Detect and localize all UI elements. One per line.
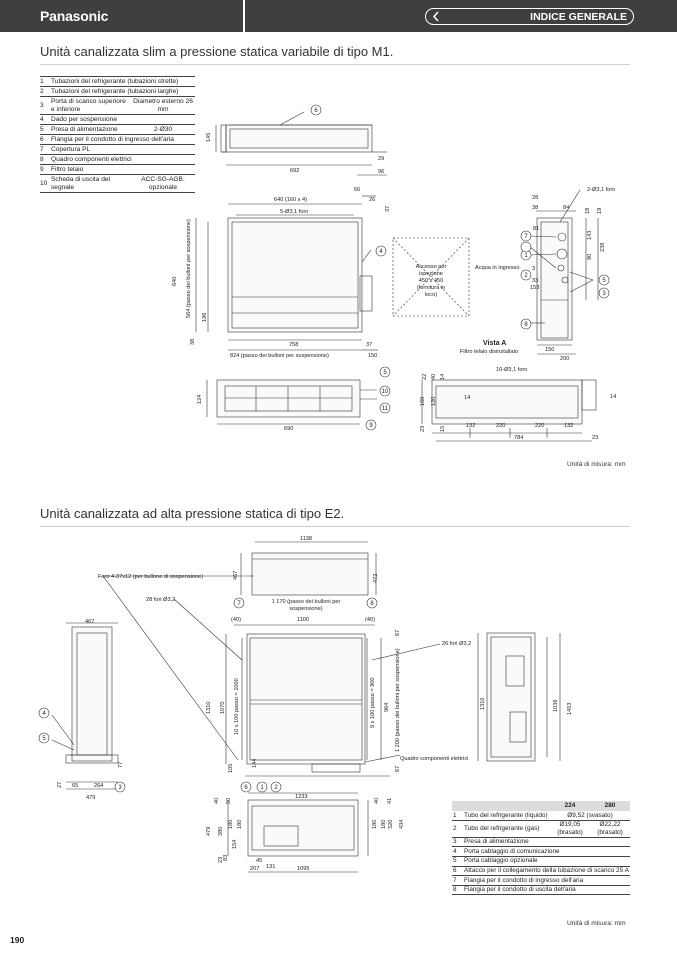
- dim-label: 180: [237, 819, 243, 829]
- svg-text:6: 6: [244, 785, 248, 791]
- dim-label: 45: [256, 858, 263, 864]
- dim-label: 27: [57, 781, 63, 788]
- legend-row: 4 Dado per sospensione: [40, 115, 195, 125]
- callout-8: [521, 319, 531, 329]
- dim-label: 40: [214, 797, 220, 804]
- legend-row: 8 Flangia per il condotto di uscita dell'aria: [452, 886, 630, 896]
- svg-text:5: 5: [42, 736, 46, 742]
- dim-label: 38: [190, 338, 196, 345]
- dim-label: 9 x 100 passo = 900: [370, 677, 376, 728]
- dim-label: 320: [388, 819, 394, 829]
- svg-text:1: 1: [524, 253, 528, 259]
- dim-label: 220: [535, 423, 545, 429]
- page-number: 190: [10, 935, 25, 945]
- dim-label: 564 (passo dei bulloni per sospensione): [186, 219, 192, 318]
- callout-10: [380, 386, 390, 396]
- dim-label: 1233: [295, 794, 308, 800]
- dim-label: 153: [530, 285, 540, 291]
- svg-text:5: 5: [602, 278, 606, 284]
- dim-label: 37: [385, 205, 391, 212]
- svg-text:7: 7: [237, 601, 241, 607]
- callout-5b: [380, 367, 390, 377]
- legend-row: 1 Tubo del refrigerante (liquido) Ø9,52 (svasato): [452, 811, 630, 821]
- callout-11: [380, 403, 390, 413]
- legend-row: 1 Tubazioni del refrigerante (tubazioni strette): [40, 76, 195, 87]
- dim-label: (40): [231, 617, 241, 623]
- access-label: Accesso per ispezione 450 x 450 (fornitura in loco): [415, 264, 447, 298]
- svg-text:8: 8: [370, 601, 374, 607]
- e2-front-view: [226, 625, 440, 776]
- dim-label: 132: [564, 423, 574, 429]
- legend-row: 3 Porta di scarico superiore e inferiore Diametro esterno 26 mm: [40, 97, 195, 115]
- dim-label: (40): [365, 617, 375, 623]
- dim-label: 14: [464, 395, 471, 401]
- dim-label: 81: [533, 226, 540, 232]
- dim-label: 67: [395, 629, 401, 636]
- dim-label: 105: [228, 763, 234, 773]
- legend-row: 3 Presa di alimentazione: [452, 838, 630, 848]
- dim-label: 150: [368, 353, 378, 359]
- dim-label: 120: [431, 396, 437, 406]
- callout-5: [599, 275, 609, 285]
- dim-label: 479: [86, 795, 96, 801]
- dim-label: 65: [72, 783, 79, 789]
- legend-row: 2 Tubo del refrigerante (gas) Ø19,05 (brasato) Ø22,22 (brasato): [452, 821, 630, 838]
- dim-label: 23: [218, 856, 224, 863]
- legend-row: 8 Quadro componenti elettrici: [40, 155, 195, 165]
- callout-3: [599, 288, 609, 298]
- dim-label: 150: [545, 347, 555, 353]
- holes-label: 26 fori Ø3,2: [442, 641, 472, 647]
- dim-label: 1310: [206, 701, 212, 714]
- callout-6: [241, 782, 251, 792]
- dim-label: 207: [250, 866, 260, 872]
- callout-8: [367, 598, 377, 608]
- dim-label: 640 (160 x 4): [274, 197, 307, 203]
- dim-label: 26: [369, 197, 376, 203]
- callout-1: [257, 782, 267, 792]
- brand-logo: Panasonic: [40, 8, 109, 24]
- dim-label: 380: [218, 826, 224, 836]
- dim-label: 160: [420, 396, 426, 406]
- dim-label: 143: [587, 230, 593, 240]
- legend-row: 7 Copertura PL: [40, 145, 195, 155]
- callout-2b: [521, 270, 531, 280]
- legend-row: 5 Porta cablaggio opzionale: [452, 857, 630, 867]
- dim-label: 824 (passo dei bulloni per sospensione): [230, 353, 329, 359]
- svg-text:3: 3: [602, 291, 606, 297]
- dim-label: 434: [399, 819, 405, 829]
- dim-label: 37: [366, 342, 373, 348]
- callout-2: [271, 782, 281, 792]
- dim-label: 15: [440, 425, 446, 432]
- dim-label: 692: [290, 168, 300, 174]
- svg-text:2: 2: [274, 785, 278, 791]
- dim-label: 180: [372, 819, 378, 829]
- legend-row: 7 Flangia per il condotto di ingresso dell'aria: [452, 876, 630, 886]
- water-inlet-label: Acqua in ingresso: [475, 265, 520, 271]
- dim-label: 3: [532, 266, 536, 272]
- dim-label: 131: [266, 864, 276, 870]
- legend-row: 2 Tubazioni del refrigerante (tubazioni larghe): [40, 87, 195, 97]
- dim-label: 50: [226, 797, 232, 804]
- dim-label: 29: [378, 156, 385, 162]
- dim-label: 758: [289, 342, 299, 348]
- e2-right-view: [478, 633, 560, 761]
- callout-4: [376, 246, 386, 256]
- dim-label: 640: [172, 276, 178, 286]
- dim-label: 200: [560, 356, 570, 362]
- dim-label: 23: [420, 425, 426, 432]
- dim-label: 19: [597, 207, 603, 214]
- section2-divider: [40, 526, 630, 527]
- dim-label: 41: [387, 797, 393, 804]
- section2-title: Unità canalizzata ad alta pressione statica di tipo E2.: [40, 506, 345, 521]
- section1-title: Unità canalizzata slim a pressione statica variabile di tipo M1.: [40, 44, 394, 59]
- callout-4: [39, 708, 49, 718]
- suspension-hole-label: Foro 4-37x12 (per bullone di sospensione): [98, 574, 204, 580]
- dim-label: 66: [354, 187, 361, 193]
- e2-left-view: [52, 623, 118, 789]
- callout-2: [521, 242, 531, 252]
- dim-label: 23: [592, 435, 599, 441]
- dim-label: 264: [94, 783, 104, 789]
- svg-text:9: 9: [369, 423, 373, 429]
- svg-text:4: 4: [42, 711, 46, 717]
- dim-label: 90: [587, 253, 593, 260]
- m1-front-view: [207, 380, 377, 424]
- dim-label: 83: [223, 854, 229, 861]
- dim-label: 1070: [220, 701, 226, 714]
- dim-label: 5-Ø3,1 foro: [280, 209, 309, 215]
- dim-label: 145: [206, 132, 212, 142]
- svg-text:3: 3: [118, 785, 122, 791]
- m1-flange-view: [422, 380, 599, 441]
- unit-note: Unità di misura: mm: [567, 920, 626, 927]
- dim-label: 479: [206, 826, 212, 836]
- dim-label: 124: [197, 394, 203, 404]
- dim-label: 67: [395, 765, 401, 772]
- dim-label: 33: [532, 278, 539, 284]
- svg-text:5: 5: [383, 370, 387, 376]
- dim-label: 196: [202, 312, 208, 322]
- svg-text:11: 11: [381, 406, 389, 412]
- dim-label: 467: [233, 570, 239, 580]
- legend-row: 6 Attacco per il collegamento della tubazione di scarico 25 A: [452, 867, 630, 877]
- svg-text:4: 4: [379, 249, 383, 255]
- callout-3: [115, 782, 125, 792]
- dim-label: 144: [252, 758, 258, 768]
- dim-label: 14: [610, 394, 617, 400]
- dim-label: 784: [514, 435, 524, 441]
- legend-row: 4 Porta cablaggio di comunicazione: [452, 847, 630, 857]
- dim-label: 10-Ø3,1 foro: [496, 367, 528, 373]
- dim-label: 154: [232, 839, 238, 849]
- dim-label: 1036: [553, 699, 559, 712]
- legend-row: 6 Flangia per il condotto di ingresso dell'aria: [40, 135, 195, 145]
- dim-label: 180: [228, 819, 234, 829]
- callout-7: [234, 598, 244, 608]
- dim-label: 472: [373, 573, 379, 583]
- dim-label: 40: [431, 373, 437, 380]
- svg-text:10: 10: [381, 389, 389, 395]
- dim-label: 1095: [297, 866, 310, 872]
- callout-7: [521, 231, 531, 241]
- dim-label: 40: [374, 797, 380, 804]
- holes-label: 28 fori Ø3,2: [146, 597, 176, 603]
- dim-label: 84: [563, 205, 570, 211]
- dim-label: 220: [496, 423, 506, 429]
- legend-row: 9 Filtro telaio: [40, 165, 195, 175]
- index-nav-label: INDICE GENERALE: [530, 10, 627, 23]
- unit-note: Unità di misura: mm: [567, 461, 626, 468]
- dim-label: 964: [384, 702, 390, 712]
- dim-label: 18: [585, 207, 591, 214]
- dim-label: 1138: [300, 536, 313, 542]
- m1-side-view-top: [216, 112, 387, 175]
- svg-text:7: 7: [524, 234, 528, 240]
- dim-label: 2-Ø3,1 foro: [587, 187, 616, 193]
- electrical-box-label: Quadro componenti elettrici: [400, 756, 469, 762]
- legend-header: 224 280: [452, 801, 630, 811]
- dim-label: 77: [118, 761, 124, 768]
- svg-text:8: 8: [524, 322, 528, 328]
- dim-label: 180: [381, 819, 387, 829]
- dim-label: 690: [284, 426, 294, 432]
- vista-a-label: Vista A: [483, 340, 507, 347]
- callout-6: [311, 105, 321, 115]
- svg-text:1: 1: [260, 785, 264, 791]
- callout-5: [39, 733, 49, 743]
- dim-label: 96: [378, 169, 385, 175]
- section2-legend: [452, 801, 630, 895]
- e2-outlet-view: [228, 793, 368, 872]
- dim-label: 28: [532, 195, 539, 201]
- dim-label: 1453: [567, 702, 573, 715]
- dim-label: 14: [440, 373, 446, 380]
- dim-label: 1 170 (passo dei bulloni per sospensione): [271, 599, 341, 612]
- svg-text:6: 6: [314, 108, 318, 114]
- dim-label: 1 200 (passo dei bulloni per sospensione): [395, 648, 401, 752]
- dim-label: 22: [422, 373, 428, 380]
- dim-label: 1310: [480, 697, 486, 710]
- dim-label: 467: [85, 619, 95, 625]
- vista-a-sub: Filtro telaio disinstallato: [460, 349, 519, 355]
- dim-label: 132: [466, 423, 476, 429]
- dim-label: 10 x 100 passo = 1000: [234, 678, 240, 735]
- svg-text:2: 2: [524, 273, 528, 279]
- callout-9: [366, 420, 376, 430]
- dim-label: 238: [600, 242, 606, 252]
- legend-row: 10 Scheda di uscita del segnale ACC-SG-AGB: opzionale: [40, 175, 195, 193]
- dim-label: 1100: [297, 617, 310, 623]
- dim-label: 38: [532, 205, 539, 211]
- legend-row: 5 Presa di alimentazione 2-Ø30: [40, 125, 195, 135]
